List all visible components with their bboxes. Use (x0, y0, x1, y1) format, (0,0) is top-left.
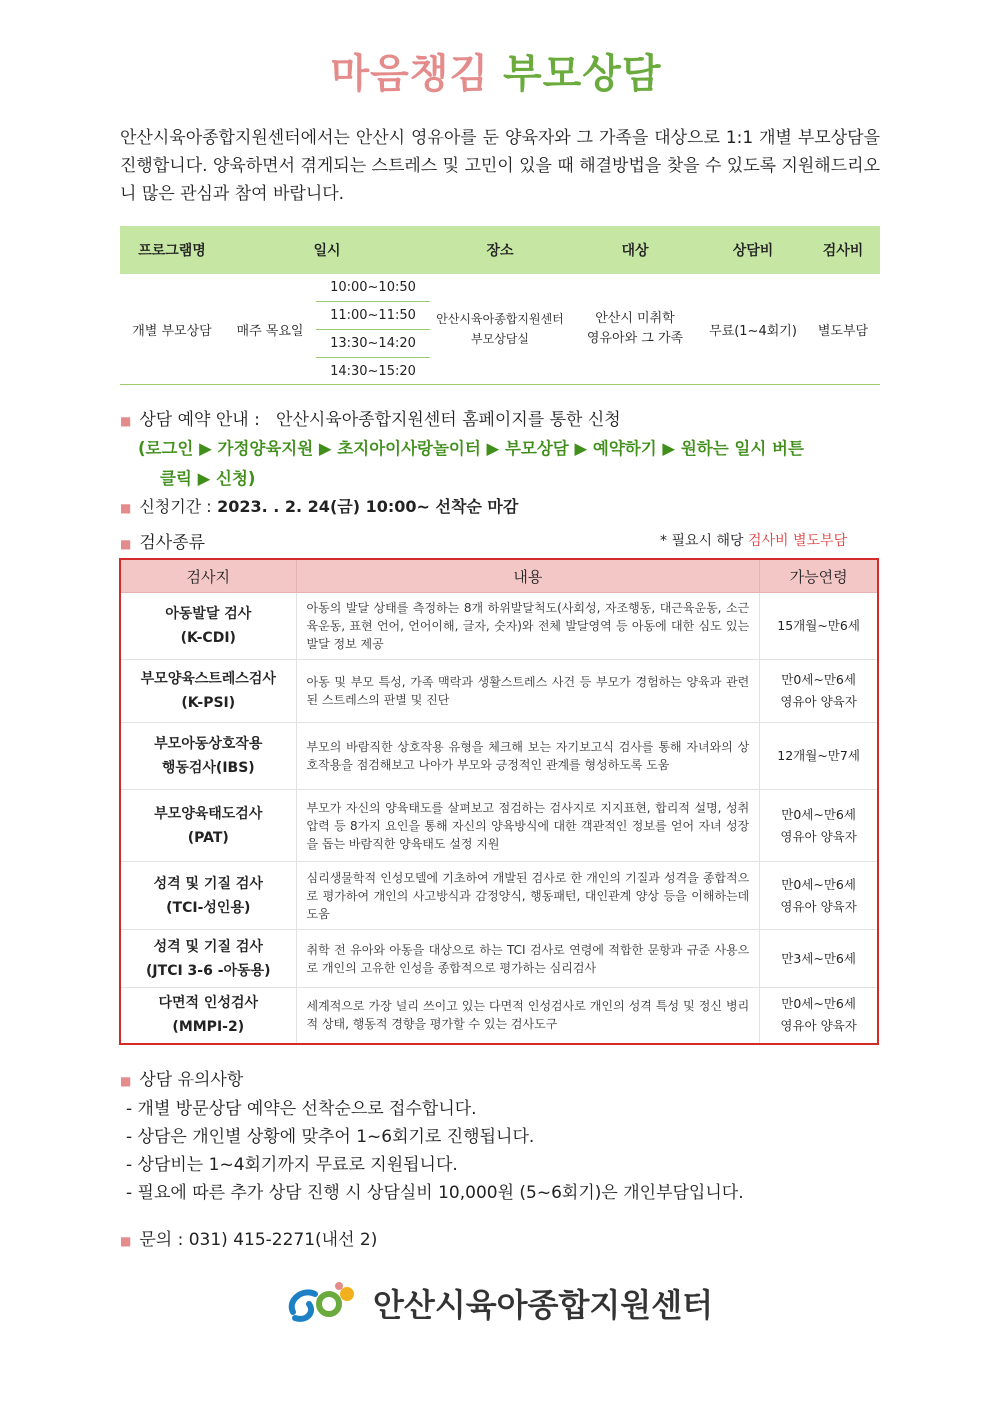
program-day: 매주 목요일 (236, 323, 304, 339)
test-name (120, 660, 296, 723)
header-place: 장소 (486, 243, 514, 259)
test-name (120, 988, 296, 1044)
test-age (760, 723, 878, 790)
test-desc: 아동 및 부모 특성, 가족 맥락과 생활스트레스 사건 등 부모가 경험하는 양육과 관련된 스트레스의 판별 및 진단 (296, 660, 760, 723)
target-line2: 영유아와 그 가족 (586, 331, 684, 346)
footer (285, 1278, 713, 1328)
time-slot: 10:00~10:50 (316, 274, 430, 302)
test-name-line1: 아동발달 검사 (165, 606, 252, 622)
place-line2: 부모상담실 (471, 332, 529, 346)
test-age (760, 930, 878, 988)
table-row (120, 660, 878, 723)
test-name (120, 723, 296, 790)
header-test-fee: 검사비 (822, 243, 864, 259)
bullet-icon: ■ (120, 501, 132, 515)
reservation-label: 상담 예약 안내 : (139, 410, 260, 430)
test-name-line2: 행동검사(IBS) (161, 760, 255, 776)
age-line1: 만0세~만6세 (781, 672, 856, 687)
test-name-line1: 부모아동상호작용 (154, 736, 263, 752)
test-age (760, 862, 878, 930)
notes-section (120, 1066, 744, 1207)
age-line2: 영유아 양육자 (780, 898, 857, 914)
bullet-icon: ■ (120, 1234, 132, 1248)
period-label: 신청기간 : (139, 497, 212, 516)
table-row (120, 723, 878, 790)
bullet-icon: ■ (120, 537, 132, 551)
page-title (0, 42, 992, 99)
table-row (120, 988, 878, 1044)
test-desc: 취학 전 유아와 아동을 대상으로 하는 TCI 검사로 연령에 적합한 문항과 규준 사용으로 개인의 고유한 인성을 종합적으로 평가하는 심리검사 (296, 930, 760, 988)
title-part1: 마음챙김 (330, 51, 489, 97)
test-desc: 세계적으로 가장 널리 쓰이고 있는 다면적 인성검사로 개인의 성격 특성 및 정신 병리적 상태, 행동적 경향을 평가할 수 있는 검사도구 (296, 988, 760, 1044)
program-name: 개별 부모상담 (132, 323, 212, 339)
test-desc: 부모가 자신의 양육태도를 살펴보고 점검하는 검사지로 지지표현, 합리적 설명, 성취압력 등 8가지 요인을 통해 자신의 양육방식에 대한 객관적인 정보를 얻어 자녀 성장을 돕는 바람직한 양육태도 설정 지원 (296, 790, 760, 862)
time-slot: 14:30~15:20 (330, 363, 416, 379)
program-target (570, 309, 700, 349)
list-item: - 필요에 따른 추가 상담 진행 시 상담실비 10,000원 (5~6회기)은 개인부담입니다. (126, 1183, 744, 1203)
period-line (120, 494, 518, 517)
org-logo (285, 1278, 361, 1328)
notes-label: 상담 유의사항 (139, 1070, 244, 1090)
header-test: 검사지 (120, 559, 296, 593)
target-line1: 안산시 미취학 (595, 311, 675, 326)
test-name-line1: 다면적 인성검사 (158, 995, 259, 1012)
test-name-line2: (JTCI 3-6 -아동용) (146, 962, 271, 979)
tests-table (119, 558, 879, 1045)
reservation-path-2: 클릭 ▶ 신청) (160, 469, 256, 488)
header-fee: 상담비 (732, 243, 774, 259)
program-table-header (120, 226, 880, 274)
header-program-name: 프로그램명 (138, 243, 206, 259)
age-line2: 영유아 양육자 (780, 828, 857, 844)
test-name (120, 930, 296, 988)
list-item: - 개별 방문상담 예약은 선착순으로 접수합니다. (126, 1099, 477, 1119)
age-line1: 15개월~만6세 (777, 618, 860, 633)
age-line2: 영유아 양육자 (780, 1018, 857, 1034)
test-name-line1: 부모양육태도검사 (154, 805, 263, 822)
test-age (760, 660, 878, 723)
age-line1: 만3세~만6세 (781, 950, 856, 966)
table-row (120, 593, 878, 660)
period-value: 2023. . 2. 24(금) 10:00~ 선착순 마감 (217, 497, 519, 516)
test-name-line1: 성격 및 기질 검사 (153, 938, 263, 955)
note-highlight: 검사비 별도부담 (747, 533, 848, 549)
program-table (120, 226, 880, 385)
test-name-line2: (MMPI-2) (172, 1019, 245, 1036)
reservation-text: 안산시육아종합지원센터 홈페이지를 통한 신청 (276, 410, 621, 430)
test-age (760, 988, 878, 1044)
time-slot: 13:30~14:20 (316, 330, 430, 358)
tests-label: 검사종류 (139, 533, 206, 553)
age-line2: 영유아 양육자 (780, 694, 857, 709)
program-place (430, 309, 570, 349)
contact-line (120, 1225, 377, 1250)
table-row (120, 930, 878, 988)
contact-text: 문의 : 031) 415-2271(내선 2) (139, 1230, 378, 1250)
tests-header-row (120, 559, 878, 593)
time-slots (316, 274, 430, 385)
age-line1: 12개월~만7세 (777, 748, 860, 763)
test-age (760, 790, 878, 862)
tests-label-line (120, 528, 205, 553)
test-desc: 심리생물학적 인성모델에 기초하여 개발된 검사로 한 개인의 기질과 성격을 종합적으로 평가하여 개인의 사고방식과 감정양식, 행동패턴, 대인관계 양상 등을 이해하는데 도움 (296, 862, 760, 930)
title-part2: 부모상담 (503, 51, 662, 97)
header-datetime: 일시 (313, 243, 341, 259)
table-row (120, 862, 878, 930)
test-name-line2: (K-PSI) (181, 695, 236, 711)
list-item: - 상담비는 1~4회기까지 무료로 지원됩니다. (126, 1155, 458, 1175)
age-line1: 만0세~만6세 (781, 876, 856, 892)
age-line1: 만0세~만6세 (781, 996, 856, 1012)
header-age: 가능연령 (760, 559, 878, 593)
table-row (120, 790, 878, 862)
bullet-icon: ■ (120, 1074, 132, 1088)
test-name-line1: 부모양육스트레스검사 (140, 671, 276, 687)
test-name (120, 790, 296, 862)
program-fee: 무료(1~4회기) (709, 323, 797, 339)
reservation-line (120, 405, 621, 430)
header-content: 내용 (296, 559, 760, 593)
test-name-line1: 성격 및 기질 검사 (153, 875, 263, 892)
bullet-icon: ■ (120, 414, 132, 428)
reservation-path-1: (로그인 ▶ 가정양육지원 ▶ 초지아이사랑놀이터 ▶ 부모상담 ▶ 예약하기 ▶ 원하는 일시 버튼 (138, 439, 804, 458)
tests-note (660, 530, 847, 550)
test-desc: 부모의 바람직한 상호작용 유형을 체크해 보는 자기보고식 검사를 통해 자녀와의 상호작용을 점검해보고 나아가 부모와 긍정적인 관계를 형성하도록 도움 (296, 723, 760, 790)
test-name-line2: (PAT) (187, 829, 229, 846)
program-table-row (120, 274, 880, 385)
program-test-fee: 별도부담 (817, 323, 869, 339)
age-line1: 만0세~만6세 (781, 806, 856, 822)
time-slot: 11:00~11:50 (316, 302, 430, 330)
note-prefix: * 필요시 해당 (660, 533, 744, 549)
notes-label-line (120, 1066, 744, 1095)
org-name: 안산시육아종합지원센터 (373, 1286, 714, 1324)
header-target: 대상 (621, 243, 649, 259)
test-name-line2: (TCI-성인용) (166, 899, 251, 916)
intro-paragraph: 안산시육아종합지원센터에서는 안산시 영유아를 둔 양육자와 그 가족을 대상으로 1:1 개별 부모상담을 진행합니다. 양육하면서 겪게되는 스트레스 및 고민이 있을 때 해결방법을 찾을 수 있도록 지원해드리오니 많은 관심과 참여 바랍니다. (120, 128, 880, 204)
test-name (120, 593, 296, 660)
test-name-line2: (K-CDI) (180, 630, 236, 646)
test-age (760, 593, 878, 660)
test-name (120, 862, 296, 930)
list-item: - 상담은 개인별 상황에 맞추어 1~6회기로 진행됩니다. (126, 1127, 535, 1147)
test-desc: 아동의 발달 상태를 측정하는 8개 하위발달척도(사회성, 자조행동, 대근육운동, 소근육운동, 표현 언어, 언어이해, 글자, 숫자)와 전체 발달영역 등 아동에 대한 심도 있는 발달 정보 제공 (296, 593, 760, 660)
place-line1: 안산시육아종합지원센터 (436, 312, 564, 326)
